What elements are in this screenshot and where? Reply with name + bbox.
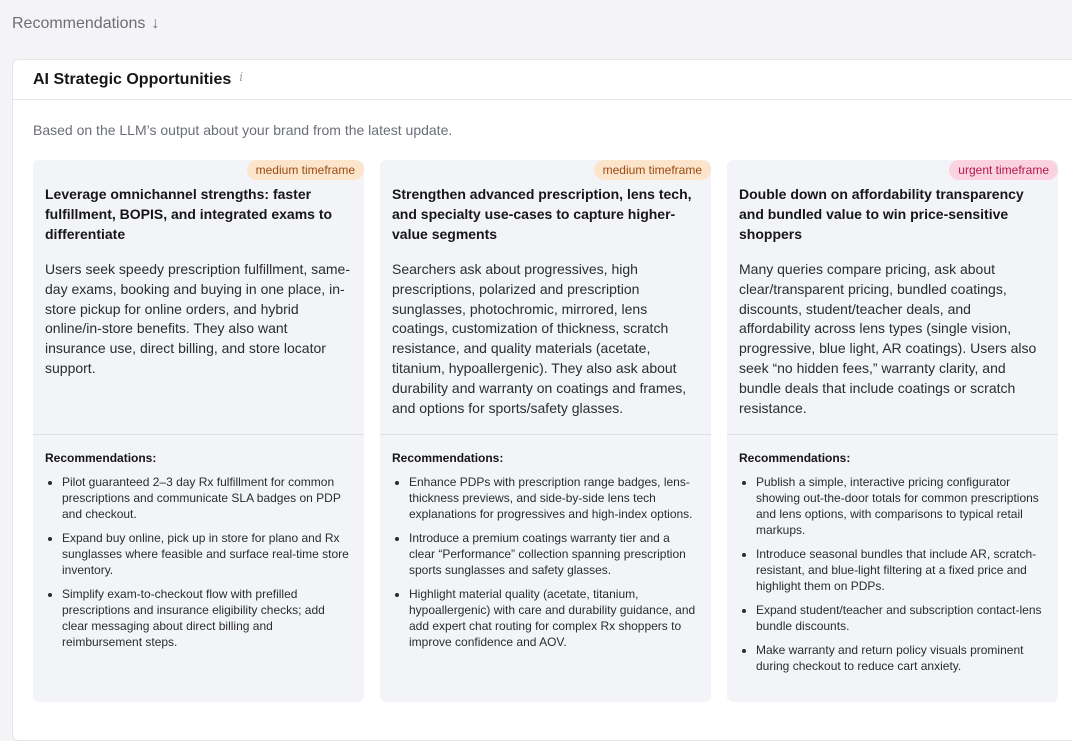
- recommendation-item: • Introduce seasonal bundles that include AR, scratch-resistant, and blue-light filtering at a fixed price and highlight them on PDPs.: [756, 546, 1046, 594]
- card-title: Strengthen advanced prescription, lens tech, and specialty use-cases to capture higher-value segments: [392, 186, 692, 242]
- arrow-down-icon: ↓: [151, 15, 160, 32]
- card-title: Double down on affordability transparency and bundled value to win price-sensitive shoppers: [739, 186, 1024, 242]
- card-recommendations: [380, 435, 711, 650]
- card-title: Leverage omnichannel strengths: faster fulfillment, BOPIS, and integrated exams to differentiate: [45, 186, 333, 242]
- opportunity-card: [380, 160, 711, 702]
- recommendations-list: [739, 474, 1046, 674]
- card-recommendations: [33, 435, 364, 650]
- section-label: Recommendations: [12, 15, 146, 32]
- panel-header: [13, 60, 1072, 100]
- info-icon[interactable]: i: [239, 69, 244, 84]
- timeframe-badge: medium timeframe: [594, 160, 711, 180]
- opportunity-card: [727, 160, 1058, 702]
- recommendations-list: [45, 474, 352, 650]
- recommendation-item: • Publish a simple, interactive pricing configurator showing out-the-door totals for common prescriptions and lens options, with comparisons to typical retail markups.: [756, 474, 1046, 538]
- recommendation-item: • Make warranty and return policy visuals prominent during checkout to reduce cart anxiety.: [756, 642, 1046, 674]
- card-summary: [33, 160, 364, 435]
- recommendation-item: • Simplify exam-to-checkout flow with prefilled prescriptions and insurance eligibility checks; add clear messaging about direct billing and reimbursement steps.: [62, 586, 352, 650]
- recommendations-heading: Recommendations:: [392, 451, 504, 465]
- card-summary: [380, 160, 711, 435]
- recommendations-list: [392, 474, 699, 650]
- recommendation-item: • Highlight material quality (acetate, titanium, hypoallergenic) with care and durability guidance, and add expert chat routing for complex Rx shoppers to improve confidence and AOV.: [409, 586, 699, 650]
- card-recommendations: [727, 435, 1058, 674]
- opportunity-card: [33, 160, 364, 702]
- recommendation-item: • Expand student/teacher and subscription contact-lens bundle discounts.: [756, 602, 1046, 634]
- card-description: Searchers ask about progressives, high prescriptions, polarized and prescription sunglasses, photochromic, mirrored, lens coatings, customization of thickness, scratch resistance, and quality materials (acetate, titanium, hypoallergenic). They also ask about durability and warranty on coatings and frames, and options for sports/safety glasses.: [392, 261, 687, 416]
- panel-title: AI Strategic Opportunities: [33, 70, 232, 88]
- recommendations-heading: Recommendations:: [739, 451, 851, 465]
- timeframe-badge: medium timeframe: [247, 160, 364, 180]
- card-description: Users seek speedy prescription fulfillment, same-day exams, booking and buying in one place, in-store pickup for online orders, and hybrid online/in-store benefits. They also want insurance use, direct billing, and store locator support.: [45, 261, 351, 376]
- panel-subtitle: Based on the LLM’s output about your brand from the latest update.: [33, 122, 453, 138]
- recommendations-section-toggle[interactable]: [12, 12, 159, 36]
- recommendation-item: • Expand buy online, pick up in store for plano and Rx sunglasses where feasible and surface real-time store inventory.: [62, 530, 352, 578]
- ai-opportunities-panel: [12, 59, 1072, 741]
- recommendation-item: • Enhance PDPs with prescription range badges, lens-thickness previews, and side-by-side lens tech explanations for progressives and high-index options.: [409, 474, 699, 522]
- recommendation-item: • Pilot guaranteed 2–3 day Rx fulfillment for common prescriptions and communicate SLA badges on PDP and checkout.: [62, 474, 352, 522]
- recommendation-item: • Introduce a premium coatings warranty tier and a clear “Performance” collection spanning prescription sports sunglasses and safety glasses.: [409, 530, 699, 578]
- card-description: Many queries compare pricing, ask about clear/transparent pricing, bundled coatings, discounts, student/teacher deals, and affordability across lens types (single vision, progressive, blue light, AR coatings). Users also seek “no hidden fees,” warranty clarity, and bundle deals that include coatings or scratch resistance.: [739, 261, 1037, 416]
- recommendations-heading: Recommendations:: [45, 451, 157, 465]
- timeframe-badge: urgent timeframe: [949, 160, 1058, 180]
- card-summary: [727, 160, 1058, 435]
